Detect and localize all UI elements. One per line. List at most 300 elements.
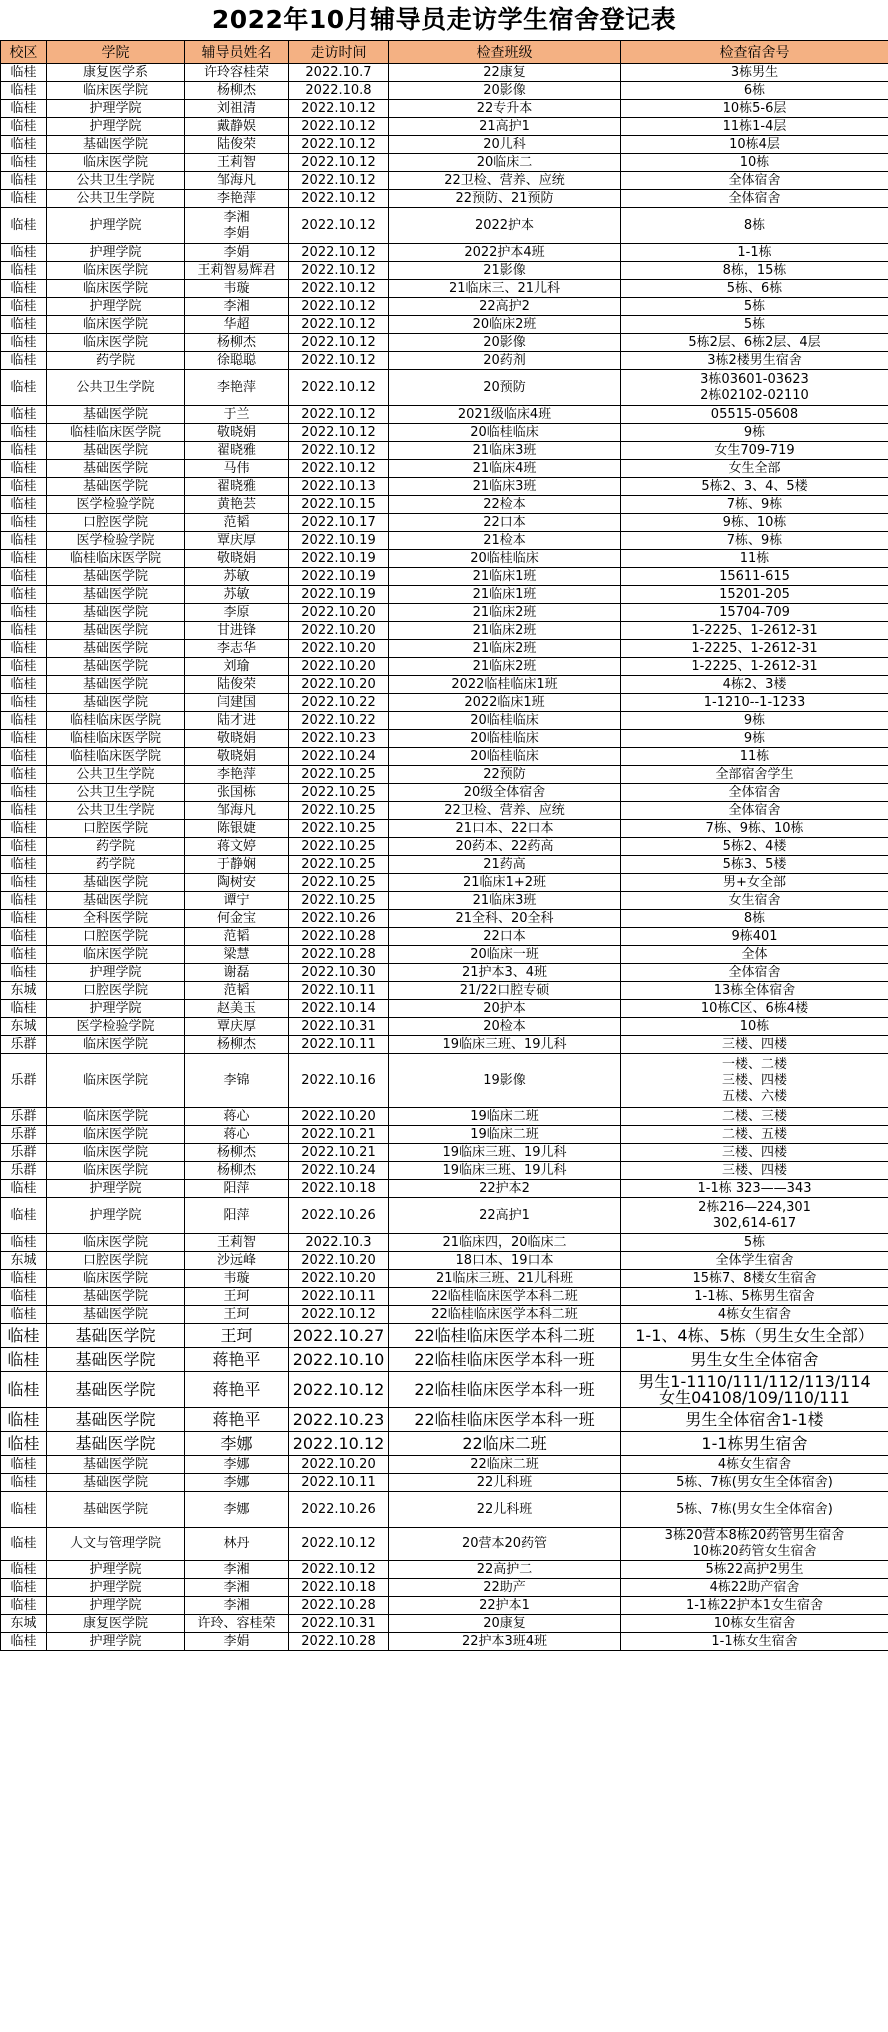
table-row [1,766,888,784]
table-row [1,856,888,874]
cell-college: 医学检验学院 [47,496,185,514]
cell-counselor: 杨柳杰 [185,1144,289,1162]
cell-campus: 临桂 [1,172,47,190]
cell-college: 基础医学院 [47,1492,185,1528]
cell-class: 22卫检、营养、应统 [389,172,621,190]
cell-class: 19临床二班 [389,1126,621,1144]
cell-visit-date: 2022.10.20 [289,658,389,676]
cell-class: 22口本 [389,928,621,946]
cell-college: 基础医学院 [47,136,185,154]
table-row [1,658,888,676]
cell-campus: 临桂 [1,1348,47,1372]
cell-college: 公共卫生学院 [47,784,185,802]
header-counselor: 辅导员姓名 [185,41,289,64]
cell-counselor: 王珂 [185,1288,289,1306]
cell-counselor: 赵美玉 [185,1000,289,1018]
cell-dorm: 5栋2、4楼 [621,838,888,856]
cell-class: 19临床三班、19儿科 [389,1162,621,1180]
cell-visit-date: 2022.10.22 [289,712,389,730]
cell-visit-date: 2022.10.25 [289,820,389,838]
cell-visit-date: 2022.10.12 [289,172,389,190]
cell-dorm: 3栋2楼男生宿舍 [621,352,888,370]
cell-counselor: 李湘 [185,1561,289,1579]
cell-college: 基础医学院 [47,586,185,604]
cell-counselor: 苏敏 [185,586,289,604]
cell-college: 基础医学院 [47,892,185,910]
cell-counselor: 李娜 [185,1456,289,1474]
cell-campus: 临桂 [1,514,47,532]
cell-class: 22检本 [389,496,621,514]
cell-visit-date: 2022.10.3 [289,1234,389,1252]
cell-class: 22临桂临床医学本科一班 [389,1372,621,1408]
cell-counselor: 李湘 [185,1579,289,1597]
cell-counselor: 陈银婕 [185,820,289,838]
cell-college: 临床医学院 [47,1234,185,1252]
cell-visit-date: 2022.10.12 [289,1528,389,1561]
table-row [1,1492,888,1528]
cell-college: 口腔医学院 [47,514,185,532]
cell-visit-date: 2022.10.31 [289,1615,389,1633]
cell-dorm: 5栋、7栋(男女生全体宿舍) [621,1492,888,1528]
cell-campus: 临桂 [1,658,47,676]
table-row [1,298,888,316]
cell-campus: 临桂 [1,460,47,478]
cell-college: 基础医学院 [47,1306,185,1324]
cell-campus: 临桂 [1,568,47,586]
table-row [1,694,888,712]
cell-counselor: 李湘 [185,1597,289,1615]
cell-dorm: 9栋 [621,730,888,748]
cell-visit-date: 2022.10.11 [289,1474,389,1492]
cell-college: 护理学院 [47,1633,185,1651]
cell-campus: 临桂 [1,1000,47,1018]
cell-visit-date: 2022.10.24 [289,748,389,766]
cell-college: 临床医学院 [47,1126,185,1144]
cell-campus: 临桂 [1,118,47,136]
cell-campus: 临桂 [1,874,47,892]
cell-class: 20药剂 [389,352,621,370]
table-row [1,1054,888,1108]
cell-dorm: 10栋C区、6栋4楼 [621,1000,888,1018]
cell-college: 基础医学院 [47,1372,185,1408]
table-row [1,370,888,406]
cell-counselor: 于静娴 [185,856,289,874]
cell-counselor: 杨柳杰 [185,1162,289,1180]
cell-dorm: 全体宿舍 [621,190,888,208]
cell-campus: 临桂 [1,478,47,496]
cell-campus: 临桂 [1,1198,47,1234]
table-row [1,1180,888,1198]
cell-visit-date: 2022.10.25 [289,874,389,892]
cell-counselor: 马伟 [185,460,289,478]
cell-class: 21临床1班 [389,568,621,586]
table-row [1,1561,888,1579]
cell-college: 临桂临床医学院 [47,748,185,766]
cell-class: 21影像 [389,262,621,280]
cell-college: 临桂临床医学院 [47,730,185,748]
cell-campus: 临桂 [1,262,47,280]
cell-college: 医学检验学院 [47,1018,185,1036]
cell-class: 22临桂临床医学本科二班 [389,1324,621,1348]
table-row [1,1288,888,1306]
cell-counselor: 陆俊荣 [185,136,289,154]
cell-visit-date: 2022.10.20 [289,676,389,694]
cell-counselor: 李锦 [185,1054,289,1108]
cell-campus: 临桂 [1,550,47,568]
cell-campus: 临桂 [1,694,47,712]
table-row [1,748,888,766]
table-row [1,100,888,118]
cell-counselor: 李志华 [185,640,289,658]
cell-class: 19影像 [389,1054,621,1108]
cell-campus: 临桂 [1,316,47,334]
cell-counselor: 蒋艳平 [185,1408,289,1432]
cell-visit-date: 2022.10.8 [289,82,389,100]
cell-counselor: 范韬 [185,928,289,946]
cell-campus: 临桂 [1,784,47,802]
cell-counselor: 李娟 [185,244,289,262]
cell-campus: 乐群 [1,1054,47,1108]
table-row [1,316,888,334]
cell-counselor: 蒋心 [185,1126,289,1144]
cell-dorm: 3栋03601-03623 2栋02102-02110 [621,370,888,406]
cell-campus: 临桂 [1,1528,47,1561]
cell-college: 护理学院 [47,100,185,118]
cell-college: 基础医学院 [47,478,185,496]
cell-visit-date: 2022.10.10 [289,1348,389,1372]
cell-dorm: 5栋22高护2男生 [621,1561,888,1579]
cell-visit-date: 2022.10.24 [289,1162,389,1180]
cell-dorm: 1-2225、1-2612-31 [621,658,888,676]
cell-dorm: 8栋，15栋 [621,262,888,280]
cell-visit-date: 2022.10.12 [289,136,389,154]
table-row [1,532,888,550]
cell-dorm: 6栋 [621,82,888,100]
table-row [1,1456,888,1474]
cell-dorm: 11栋 [621,550,888,568]
table-row [1,118,888,136]
cell-college: 护理学院 [47,1180,185,1198]
cell-dorm: 1-1栋 [621,244,888,262]
cell-college: 基础医学院 [47,460,185,478]
cell-campus: 临桂 [1,820,47,838]
table-row [1,244,888,262]
table-row [1,136,888,154]
cell-dorm: 全体宿舍 [621,784,888,802]
cell-campus: 临桂 [1,334,47,352]
cell-class: 20临床二 [389,154,621,172]
table-row [1,910,888,928]
cell-dorm: 全体 [621,946,888,964]
cell-counselor: 李湘 李娟 [185,208,289,244]
cell-campus: 临桂 [1,712,47,730]
table-row [1,1126,888,1144]
cell-campus: 临桂 [1,406,47,424]
cell-campus: 乐群 [1,1126,47,1144]
cell-counselor: 李湘 [185,298,289,316]
cell-visit-date: 2022.10.12 [289,1306,389,1324]
table-row [1,1306,888,1324]
cell-college: 基础医学院 [47,694,185,712]
cell-dorm: 二楼、三楼 [621,1108,888,1126]
cell-college: 口腔医学院 [47,820,185,838]
cell-counselor: 许玲、容桂荣 [185,1615,289,1633]
table-row [1,442,888,460]
cell-class: 21临床4班 [389,460,621,478]
cell-visit-date: 2022.10.12 [289,100,389,118]
cell-counselor: 蒋艳平 [185,1372,289,1408]
cell-counselor: 翟晓雅 [185,442,289,460]
cell-dorm: 5栋2层、6栋2层、4层 [621,334,888,352]
cell-counselor: 陶树安 [185,874,289,892]
cell-visit-date: 2022.10.28 [289,946,389,964]
cell-dorm: 15611-615 [621,568,888,586]
table-row [1,1144,888,1162]
cell-dorm: 4栋22助产宿舍 [621,1579,888,1597]
cell-class: 22预防 [389,766,621,784]
cell-visit-date: 2022.10.28 [289,1633,389,1651]
cell-dorm: 10栋 [621,1018,888,1036]
cell-counselor: 覃庆厚 [185,1018,289,1036]
cell-counselor: 谭宁 [185,892,289,910]
table-row [1,280,888,298]
cell-campus: 临桂 [1,1270,47,1288]
cell-visit-date: 2022.10.21 [289,1144,389,1162]
cell-visit-date: 2022.10.25 [289,766,389,784]
table-row [1,1252,888,1270]
cell-campus: 乐群 [1,1144,47,1162]
cell-campus: 临桂 [1,1492,47,1528]
table-row [1,784,888,802]
cell-college: 护理学院 [47,964,185,982]
cell-class: 22高护2 [389,298,621,316]
cell-class: 22护本2 [389,1180,621,1198]
cell-class: 21临床2班 [389,640,621,658]
cell-college: 基础医学院 [47,442,185,460]
cell-college: 康复医学系 [47,64,185,82]
table-row [1,676,888,694]
cell-dorm: 5栋3、5楼 [621,856,888,874]
cell-college: 临床医学院 [47,334,185,352]
cell-dorm: 9栋401 [621,928,888,946]
cell-visit-date: 2022.10.13 [289,478,389,496]
cell-class: 21临床1班 [389,586,621,604]
cell-campus: 临桂 [1,1561,47,1579]
cell-class: 20营本20药管 [389,1528,621,1561]
table-row [1,1036,888,1054]
cell-counselor: 覃庆厚 [185,532,289,550]
cell-class: 22专升本 [389,100,621,118]
cell-dorm: 4栋2、3楼 [621,676,888,694]
cell-class: 21口本、22口本 [389,820,621,838]
cell-dorm: 4栋女生宿舍 [621,1456,888,1474]
cell-college: 公共卫生学院 [47,370,185,406]
cell-visit-date: 2022.10.12 [289,370,389,406]
cell-class: 22护本1 [389,1597,621,1615]
cell-college: 临床医学院 [47,280,185,298]
table-row [1,334,888,352]
cell-college: 基础医学院 [47,1324,185,1348]
cell-dorm: 11栋1-4层 [621,118,888,136]
header-campus: 校区 [1,41,47,64]
table-row [1,982,888,1000]
table-row [1,1270,888,1288]
cell-campus: 临桂 [1,442,47,460]
cell-class: 20级全体宿舍 [389,784,621,802]
cell-campus: 临桂 [1,964,47,982]
cell-visit-date: 2022.10.12 [289,424,389,442]
header-dorm: 检查宿舍号 [621,41,888,64]
cell-class: 21临床3班 [389,892,621,910]
cell-dorm: 全部宿舍学生 [621,766,888,784]
cell-dorm: 10栋4层 [621,136,888,154]
cell-college: 人文与管理学院 [47,1528,185,1561]
cell-dorm: 1-1栋、5栋男生宿舍 [621,1288,888,1306]
cell-class: 20影像 [389,82,621,100]
cell-dorm: 男生女生全体宿舍 [621,1348,888,1372]
cell-class: 2022临桂临床1班 [389,676,621,694]
cell-counselor: 邹海凡 [185,172,289,190]
cell-college: 临床医学院 [47,1162,185,1180]
cell-college: 护理学院 [47,244,185,262]
table-row [1,172,888,190]
cell-college: 基础医学院 [47,676,185,694]
table-row [1,64,888,82]
table-row [1,496,888,514]
cell-campus: 临桂 [1,910,47,928]
cell-dorm: 三楼、四楼 [621,1162,888,1180]
cell-counselor: 李娜 [185,1492,289,1528]
cell-college: 临床医学院 [47,946,185,964]
cell-visit-date: 2022.10.25 [289,838,389,856]
table-row [1,1162,888,1180]
table-row [1,1528,888,1561]
cell-campus: 临桂 [1,1633,47,1651]
cell-college: 基础医学院 [47,640,185,658]
cell-campus: 临桂 [1,244,47,262]
cell-class: 22护本3班4班 [389,1633,621,1651]
table-row [1,964,888,982]
table-row [1,730,888,748]
cell-visit-date: 2022.10.18 [289,1180,389,1198]
cell-class: 20临桂临床 [389,712,621,730]
cell-campus: 临桂 [1,928,47,946]
cell-counselor: 甘进锋 [185,622,289,640]
cell-dorm: 9栋 [621,424,888,442]
table-row [1,1474,888,1492]
cell-visit-date: 2022.10.28 [289,928,389,946]
cell-counselor: 于兰 [185,406,289,424]
cell-counselor: 王莉智 [185,1234,289,1252]
cell-campus: 乐群 [1,1162,47,1180]
table-row [1,424,888,442]
cell-dorm: 全体学生宿舍 [621,1252,888,1270]
cell-college: 护理学院 [47,298,185,316]
cell-class: 20康复 [389,1615,621,1633]
table-row [1,514,888,532]
cell-campus: 临桂 [1,1234,47,1252]
table-row [1,712,888,730]
cell-college: 基础医学院 [47,1348,185,1372]
cell-visit-date: 2022.10.12 [289,1432,389,1456]
cell-class: 22预防、21预防 [389,190,621,208]
cell-college: 公共卫生学院 [47,172,185,190]
cell-college: 药学院 [47,856,185,874]
table-row [1,1324,888,1348]
cell-campus: 临桂 [1,676,47,694]
cell-class: 20临床2班 [389,316,621,334]
cell-campus: 临桂 [1,892,47,910]
cell-class: 21临床1+2班 [389,874,621,892]
cell-counselor: 杨柳杰 [185,334,289,352]
cell-visit-date: 2022.10.11 [289,982,389,1000]
cell-campus: 临桂 [1,640,47,658]
cell-visit-date: 2022.10.20 [289,640,389,658]
cell-campus: 临桂 [1,604,47,622]
table-row [1,478,888,496]
cell-campus: 临桂 [1,352,47,370]
cell-college: 基础医学院 [47,1456,185,1474]
cell-college: 护理学院 [47,1579,185,1597]
cell-dorm: 10栋5-6层 [621,100,888,118]
cell-college: 临床医学院 [47,154,185,172]
cell-class: 2022临床1班 [389,694,621,712]
cell-college: 基础医学院 [47,658,185,676]
cell-class: 22助产 [389,1579,621,1597]
cell-campus: 临桂 [1,748,47,766]
cell-dorm: 1-1栋男生宿舍 [621,1432,888,1456]
cell-counselor: 范韬 [185,514,289,532]
table-row [1,190,888,208]
cell-college: 临床医学院 [47,1108,185,1126]
cell-visit-date: 2022.10.20 [289,1252,389,1270]
cell-dorm: 7栋、9栋、10栋 [621,820,888,838]
cell-campus: 临桂 [1,1180,47,1198]
cell-counselor: 陆才进 [185,712,289,730]
cell-counselor: 李艳萍 [185,766,289,784]
cell-dorm: 13栋全体宿舍 [621,982,888,1000]
cell-counselor: 韦璇 [185,1270,289,1288]
cell-class: 22儿科班 [389,1474,621,1492]
cell-campus: 临桂 [1,100,47,118]
cell-dorm: 三楼、四楼 [621,1144,888,1162]
cell-campus: 临桂 [1,64,47,82]
cell-counselor: 阳萍 [185,1198,289,1234]
cell-college: 基础医学院 [47,874,185,892]
cell-visit-date: 2022.10.11 [289,1036,389,1054]
cell-dorm: 7栋、9栋 [621,532,888,550]
cell-class: 21临床2班 [389,604,621,622]
cell-class: 19临床三班、19儿科 [389,1144,621,1162]
cell-dorm: 7栋、9栋 [621,496,888,514]
cell-dorm: 1-2225、1-2612-31 [621,640,888,658]
table-row [1,604,888,622]
cell-visit-date: 2022.10.16 [289,1054,389,1108]
cell-counselor: 蒋心 [185,1108,289,1126]
cell-college: 基础医学院 [47,604,185,622]
cell-visit-date: 2022.10.20 [289,622,389,640]
cell-campus: 临桂 [1,1324,47,1348]
table-row [1,802,888,820]
cell-dorm: 男生全体宿舍1-1楼 [621,1408,888,1432]
cell-class: 2022护本 [389,208,621,244]
cell-class: 21临床3班 [389,442,621,460]
table-row [1,352,888,370]
cell-campus: 东城 [1,1615,47,1633]
table-row [1,1198,888,1234]
cell-class: 20护本 [389,1000,621,1018]
cell-college: 基础医学院 [47,568,185,586]
